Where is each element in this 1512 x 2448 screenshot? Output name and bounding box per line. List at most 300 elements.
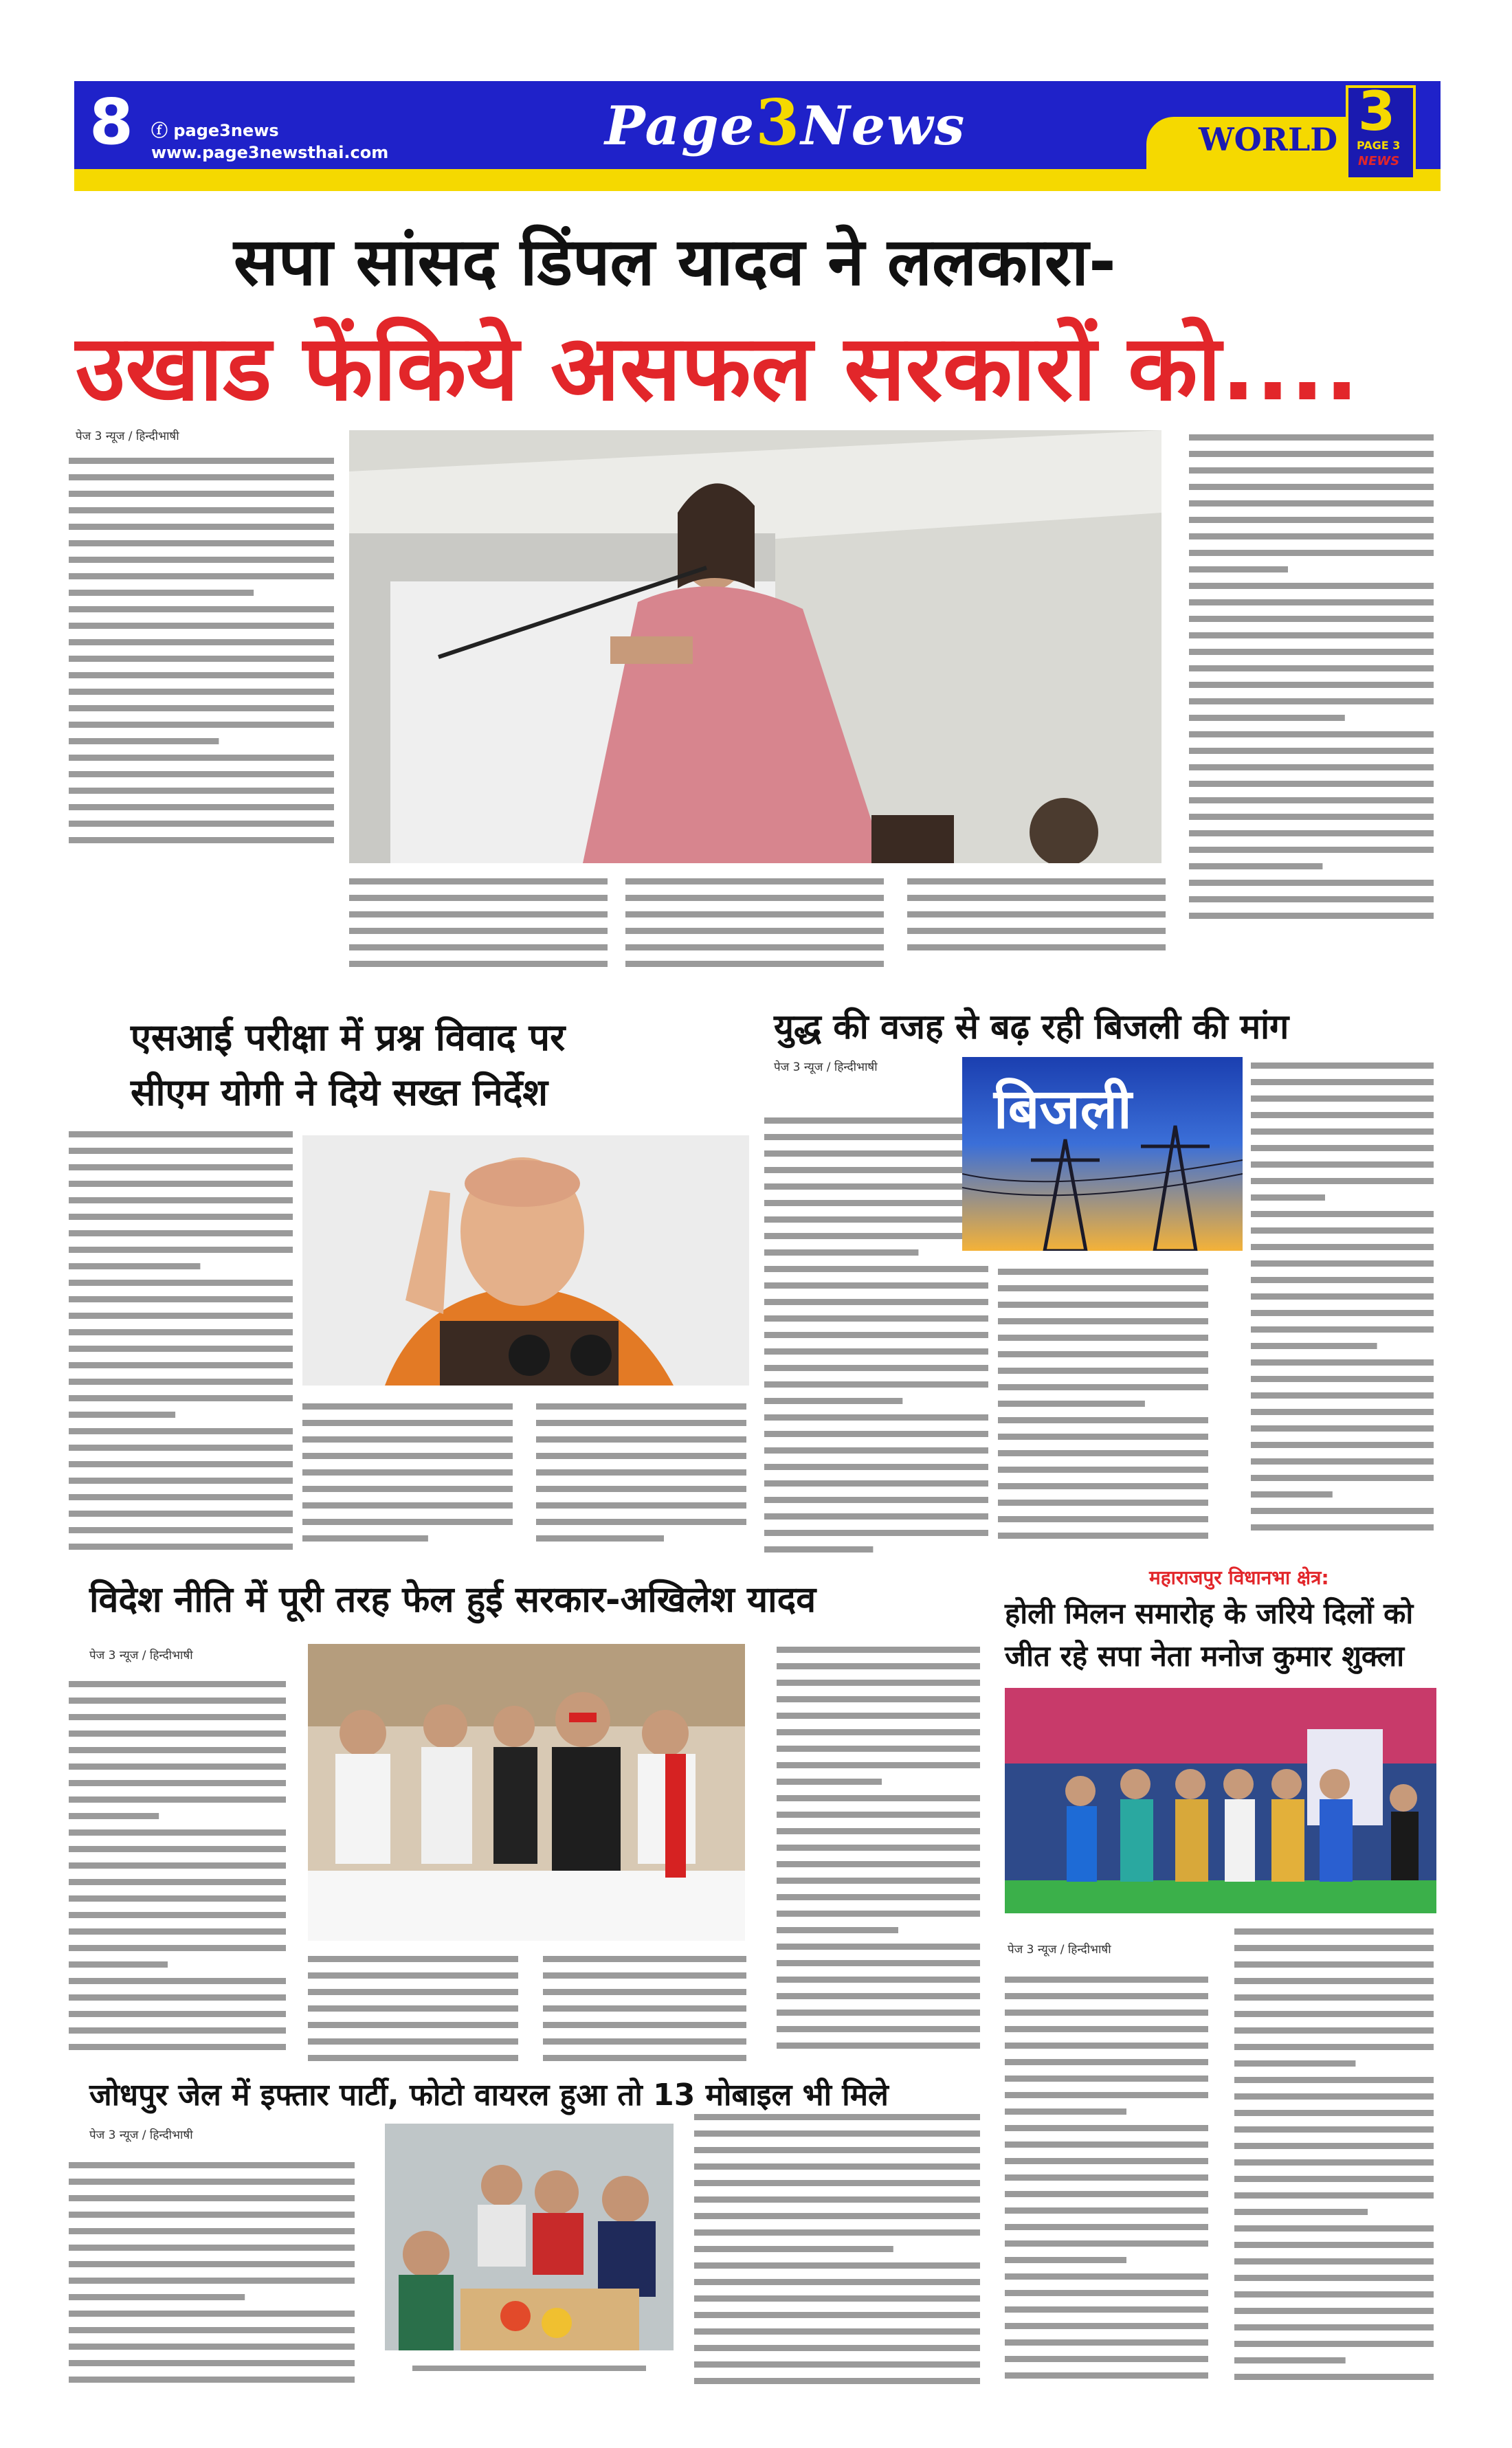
logo-text: Page [605, 95, 756, 157]
text-line [69, 1912, 286, 1918]
text-line [764, 1447, 988, 1454]
text-line [998, 1285, 1208, 1291]
si-exam-headline-line1: एसआई परीक्षा में प्रश्न विवाद पर [131, 1016, 566, 1059]
text-line [1189, 583, 1434, 589]
holi-milan-photo [1005, 1688, 1436, 1913]
text-line [1234, 2291, 1434, 2297]
text-lines [625, 874, 887, 977]
logo-number: 3 [755, 85, 801, 159]
text-line [69, 1978, 286, 1984]
text-line [1189, 451, 1434, 457]
text-lines [308, 1952, 521, 2062]
text-line [777, 1696, 980, 1702]
text-line [777, 1647, 980, 1653]
text-line [764, 1513, 988, 1520]
text-line [777, 1762, 980, 1768]
maharajpur-byline: पेज 3 न्यूज / हिन्दीभाषी [1008, 1943, 1111, 1957]
text-line [764, 1200, 988, 1206]
text-line [536, 1436, 746, 1443]
text-line [777, 1845, 980, 1851]
text-line [1005, 2141, 1208, 2148]
text-line [69, 837, 334, 843]
text-line [1189, 715, 1345, 721]
text-line [536, 1535, 664, 1542]
text-line [1234, 2308, 1434, 2314]
text-line [1005, 2125, 1208, 2131]
text-line [1251, 1409, 1434, 1415]
text-line [69, 1731, 286, 1737]
text-line [1189, 434, 1434, 441]
text-line [1251, 1491, 1333, 1498]
text-line [1005, 2158, 1208, 2164]
text-line [1005, 2273, 1208, 2280]
text-line [777, 1828, 980, 1834]
text-line [1234, 2192, 1434, 2199]
text-line [302, 1469, 513, 1476]
text-line [694, 2312, 980, 2318]
text-line [69, 1478, 293, 1484]
text-line [69, 738, 219, 744]
text-line [69, 1994, 286, 2001]
text-line [1234, 1961, 1434, 1968]
section-label: WORLD [1199, 121, 1338, 158]
text-line [1251, 1376, 1434, 1382]
text-line [777, 1795, 980, 1801]
text-lines [777, 1643, 983, 2062]
text-line [998, 1467, 1208, 1473]
text-line [69, 1214, 293, 1220]
text-line [69, 1379, 293, 1385]
social-handle[interactable]: ⓕ page3news [151, 121, 279, 140]
text-lines [998, 1265, 1211, 1553]
text-line [998, 1516, 1208, 1522]
foreign-policy-byline: पेज 3 न्यूज / हिन्दीभाषी [89, 1649, 193, 1662]
text-line [1251, 1277, 1434, 1283]
text-line [764, 1282, 988, 1289]
text-line [69, 821, 334, 827]
text-line [349, 878, 608, 884]
text-line [764, 1464, 988, 1470]
text-line [69, 2294, 245, 2300]
text-line [1234, 1928, 1434, 1935]
text-line [69, 1346, 293, 1352]
text-line [69, 2162, 355, 2168]
text-line [69, 1313, 293, 1319]
text-line [777, 1746, 980, 1752]
text-line [694, 2163, 980, 2170]
text-line [69, 1780, 286, 1786]
text-line [69, 2377, 355, 2383]
foreign-policy-column-2 [308, 1952, 521, 2062]
text-line [69, 573, 334, 579]
text-line [1234, 2060, 1355, 2067]
text-line [777, 2010, 980, 2016]
text-lines [1251, 1058, 1436, 1539]
text-line [1005, 2108, 1126, 2115]
text-line [69, 1747, 286, 1753]
text-line [1189, 847, 1434, 853]
newspaper-logo[interactable] [605, 85, 966, 159]
text-line [69, 1879, 286, 1885]
text-line [69, 2360, 355, 2366]
text-line [69, 672, 334, 678]
text-line [764, 1497, 988, 1503]
yogi-photo [302, 1135, 749, 1386]
electricity-headline: युद्ध की वजह से बढ़ रही बिजली की मांग [774, 1007, 1289, 1047]
text-lines [536, 1399, 749, 1550]
text-line [1189, 764, 1434, 770]
text-line [1005, 2207, 1208, 2214]
text-line [69, 755, 334, 761]
text-line [69, 1164, 293, 1170]
text-line [69, 2179, 355, 2185]
text-line [1005, 2240, 1208, 2247]
text-line [764, 1546, 873, 1553]
text-line [69, 639, 334, 645]
caption-line [385, 2361, 674, 2375]
text-line [1005, 1993, 1208, 1999]
text-line [764, 1398, 902, 1404]
text-lines [302, 1399, 515, 1550]
text-line [998, 1417, 1208, 1423]
text-line [777, 1927, 898, 1933]
text-line [69, 1945, 286, 1951]
text-line [907, 878, 1166, 884]
text-line [694, 2196, 980, 2203]
text-line [1234, 2176, 1434, 2182]
text-line [764, 1348, 988, 1355]
jail-party-photo [385, 2124, 674, 2350]
logo-suffix: News [801, 95, 966, 157]
text-line [1189, 748, 1434, 754]
si-exam-column-1 [69, 1127, 296, 1553]
text-line [69, 2212, 355, 2218]
text-line [349, 961, 608, 967]
text-line [1189, 616, 1434, 622]
text-line [69, 2228, 355, 2234]
text-line [69, 1714, 286, 1720]
text-line [69, 2245, 355, 2251]
text-line [1234, 1945, 1434, 1951]
electricity-column-2 [998, 1265, 1211, 1553]
text-line [1005, 2092, 1208, 2098]
text-line [777, 1663, 980, 1669]
text-line [1251, 1475, 1434, 1481]
text-line [1251, 1161, 1434, 1168]
akhilesh-photo [308, 1644, 745, 1941]
text-line [69, 1511, 293, 1517]
text-line [308, 1956, 518, 1962]
text-line [907, 928, 1166, 934]
text-line [69, 1461, 293, 1467]
text-line [69, 1412, 175, 1418]
text-line [308, 1972, 518, 1979]
text-line [69, 1527, 293, 1533]
text-line [302, 1403, 513, 1410]
text-line [764, 1167, 988, 1173]
text-line [69, 2027, 286, 2034]
text-line [69, 1813, 159, 1819]
foreign-policy-column-4 [777, 1643, 983, 2062]
text-line [69, 1280, 293, 1286]
text-line [302, 1486, 513, 1492]
text-line [69, 557, 334, 563]
text-line [1189, 599, 1434, 605]
text-line [69, 1698, 286, 1704]
jodhpur-photo-caption [385, 2361, 674, 2379]
text-line [69, 507, 334, 513]
text-line [694, 2345, 980, 2351]
dimple-yadav-photo [349, 430, 1161, 863]
jail-iftar-photo [385, 2124, 674, 2350]
text-line [694, 2147, 980, 2153]
text-line [543, 2022, 746, 2028]
text-lines [69, 1677, 289, 2062]
text-line [308, 1989, 518, 1995]
foreign-policy-headline: विदेश नीति में पूरी तरह फेल हुई सरकार-अखिलेश यादव [89, 1579, 816, 1621]
text-lines [69, 1127, 296, 1553]
lead-column-3 [1189, 430, 1436, 925]
text-line [543, 2038, 746, 2045]
text-line [1234, 2242, 1434, 2248]
text-line [1251, 1524, 1434, 1531]
text-line [1234, 2143, 1434, 2149]
text-line [764, 1134, 988, 1140]
text-line [1251, 1095, 1434, 1102]
text-line [69, 1961, 168, 1968]
text-line [1189, 517, 1434, 523]
maharajpur-kicker: महाराजपुर विधानभा क्षेत्र: [1149, 1566, 1329, 1589]
text-line [1251, 1112, 1434, 1118]
text-line [1251, 1359, 1434, 1366]
text-line [536, 1502, 746, 1509]
text-line [1005, 2043, 1208, 2049]
holi-event-photo [1005, 1688, 1436, 1913]
text-line [69, 1862, 286, 1869]
text-line [1005, 1977, 1208, 1983]
text-lines [764, 1113, 991, 1553]
text-line [777, 2026, 980, 2032]
text-line [302, 1535, 428, 1542]
text-line [69, 474, 334, 480]
text-line [998, 1434, 1208, 1440]
text-line [302, 1436, 513, 1443]
text-line [1189, 781, 1434, 787]
text-line [1005, 2174, 1208, 2181]
text-line [694, 2328, 980, 2335]
text-line [625, 928, 884, 934]
text-line [308, 2022, 518, 2028]
text-line [694, 2213, 980, 2219]
electricity-photo [962, 1057, 1243, 1251]
text-line [1251, 1079, 1434, 1085]
si-exam-column-3 [536, 1399, 749, 1550]
text-line [694, 2295, 980, 2302]
text-line [69, 1796, 286, 1803]
website-link[interactable]: www.page3newsthai.com [151, 143, 389, 162]
text-line [69, 1230, 293, 1236]
text-line [998, 1368, 1208, 1374]
text-line [1189, 467, 1434, 474]
text-line [777, 1861, 980, 1867]
text-line [349, 928, 608, 934]
text-line [543, 1956, 746, 1962]
text-line [998, 1335, 1208, 1341]
badge-number: 3 [1358, 81, 1396, 143]
text-line [907, 895, 1166, 901]
electricity-column-3 [1251, 1058, 1436, 1539]
text-line [1005, 2076, 1208, 2082]
text-line [1005, 2339, 1208, 2346]
lead-column-1 [69, 454, 337, 859]
lead-column-2b [625, 874, 887, 977]
text-line [694, 2229, 980, 2236]
lead-byline: पेज 3 न्यूज / हिन्दीभाषी [76, 430, 179, 443]
text-line [1189, 484, 1434, 490]
jodhpur-byline: पेज 3 न्यूज / हिन्दीभाषी [89, 2128, 193, 2142]
text-line [69, 1131, 293, 1137]
text-line [625, 895, 884, 901]
text-line [543, 1989, 746, 1995]
text-line [69, 1494, 293, 1500]
badge-label: PAGE 3 [1357, 139, 1401, 152]
text-line [998, 1384, 1208, 1390]
text-line [1189, 698, 1434, 704]
text-lines [349, 874, 610, 977]
text-line [1234, 2324, 1434, 2330]
text-line [1234, 2275, 1434, 2281]
text-line [1234, 2341, 1434, 2347]
lead-column-2a [349, 874, 610, 977]
text-line [69, 1544, 293, 1550]
text-lines [69, 2158, 357, 2385]
maharajpur-headline-line1: होली मिलन समारोह के जरिये दिलों को [1005, 1596, 1414, 1630]
text-line [764, 1233, 988, 1239]
text-line [1251, 1508, 1434, 1514]
text-line [694, 2130, 980, 2137]
text-line [302, 1420, 513, 1426]
text-line [764, 1183, 988, 1190]
text-line [694, 2180, 980, 2186]
text-line [69, 1895, 286, 1902]
text-line [69, 2195, 355, 2201]
text-line [69, 1181, 293, 1187]
text-line [694, 2246, 893, 2252]
text-line [998, 1269, 1208, 1275]
text-line [625, 944, 884, 950]
text-line [1251, 1178, 1434, 1184]
text-line [543, 1972, 746, 1979]
text-line [1251, 1458, 1434, 1465]
text-line [998, 1318, 1208, 1324]
bijli-label: बिजली [994, 1077, 1132, 1141]
text-line [349, 911, 608, 917]
text-line [1251, 1244, 1434, 1250]
text-line [764, 1431, 988, 1437]
text-line [1189, 731, 1434, 737]
text-line [777, 2043, 980, 2049]
text-line [777, 1911, 980, 1917]
text-line [1251, 1425, 1434, 1432]
electricity-byline: पेज 3 न्यूज / हिन्दीभाषी [774, 1060, 878, 1074]
text-line [69, 1263, 200, 1269]
text-line [1189, 797, 1434, 803]
text-line [1189, 814, 1434, 820]
text-line [69, 2344, 355, 2350]
text-line [694, 2279, 980, 2285]
badge-news: NEWS [1358, 154, 1400, 168]
text-line [69, 2011, 286, 2017]
text-line [69, 1846, 286, 1852]
text-line [1251, 1227, 1434, 1234]
text-line [69, 1362, 293, 1368]
text-line [1005, 2290, 1208, 2296]
text-line [1189, 880, 1434, 886]
yogi-adityanath-photo [302, 1135, 749, 1386]
jodhpur-column-2 [694, 2110, 983, 2385]
text-line [764, 1216, 988, 1223]
text-line [69, 524, 334, 530]
text-line [907, 911, 1166, 917]
text-line [69, 1247, 293, 1253]
text-line [1189, 830, 1434, 836]
text-line [764, 1315, 988, 1322]
text-line [1251, 1343, 1377, 1349]
text-line [1234, 2110, 1434, 2116]
text-line [764, 1480, 988, 1487]
text-line [1189, 566, 1288, 572]
text-line [1234, 2357, 1346, 2363]
text-line [536, 1486, 746, 1492]
text-line [1251, 1194, 1325, 1201]
text-line [69, 2311, 355, 2317]
text-line [302, 1502, 513, 1509]
text-line [69, 2327, 355, 2333]
text-line [1251, 1293, 1434, 1300]
text-line [694, 2262, 980, 2269]
text-line [1251, 1326, 1434, 1333]
text-line [1234, 2011, 1434, 2017]
text-line [998, 1483, 1208, 1489]
text-line [1005, 2059, 1208, 2065]
text-line [302, 1519, 513, 1525]
text-line [998, 1533, 1208, 1539]
text-line [69, 1148, 293, 1154]
foreign-policy-column-3 [543, 1952, 749, 2062]
text-line [694, 2114, 980, 2120]
text-line [998, 1351, 1208, 1357]
lead-headline-line1: सपा सांसद डिंपल यादव ने ललकारा- [234, 223, 1116, 300]
text-line [998, 1450, 1208, 1456]
text-line [308, 2005, 518, 2012]
text-line [764, 1381, 988, 1388]
text-line [1234, 1978, 1434, 1984]
text-line [1189, 896, 1434, 902]
text-line [1251, 1442, 1434, 1448]
text-line [764, 1530, 988, 1536]
text-line [69, 623, 334, 629]
text-lines [907, 874, 1168, 957]
text-line [308, 2038, 518, 2045]
text-line [1234, 2209, 1368, 2215]
jodhpur-headline: जोधपुर जेल में इफ्तार पार्टी, फोटो वायरल हुआ तो 13 मोबाइल भी मिले [89, 2078, 889, 2113]
text-line [1234, 2374, 1434, 2380]
text-line [1234, 2258, 1434, 2265]
lead-photo [349, 430, 1161, 863]
text-line [777, 1878, 980, 1884]
akhilesh-yadav-press-photo [308, 1644, 745, 1941]
text-line [69, 1428, 293, 1434]
